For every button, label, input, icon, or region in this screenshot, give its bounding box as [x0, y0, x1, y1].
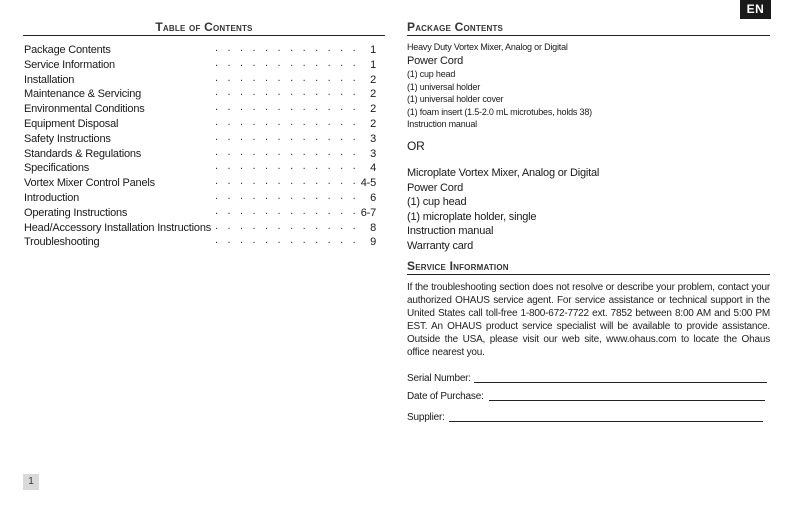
service-information-title: Service Information: [407, 259, 770, 275]
supplier-field: [407, 409, 770, 427]
list-item: Instruction manual: [407, 119, 477, 130]
toc-entry-page: 3: [370, 147, 376, 160]
toc-entry-label: Package Contents: [24, 44, 111, 56]
serial-number-line: [474, 382, 767, 383]
list-item: Heavy Duty Vortex Mixer, Analog or Digital: [407, 42, 568, 52]
toc-entry-label: Operating Instructions: [24, 206, 128, 219]
toc-leader-dots: . . . . . . . . . . . .: [215, 56, 359, 69]
record-fields: [407, 370, 770, 427]
list-item: (1) cup head: [407, 69, 456, 80]
toc-entry-page: 2: [370, 117, 376, 130]
table-of-contents: [23, 20, 385, 250]
toc-entry-label: Introduction: [24, 191, 80, 204]
toc-leader-dots: . . . . . . . . . . . .: [215, 160, 359, 173]
toc-entry-label: Standards & Regulations: [24, 147, 142, 160]
serial-number-label: Serial Number:: [407, 372, 471, 384]
toc-entry-page: 6-7: [360, 206, 376, 219]
toc-leader-dots: . . . . . . . . . . . .: [215, 204, 359, 217]
date-of-purchase-field: [407, 388, 770, 406]
language-badge: EN: [740, 0, 771, 19]
toc-entry-label: Installation: [24, 73, 75, 86]
toc-entry-page: 2: [370, 88, 376, 101]
toc-leader-dots: . . . . . . . . . . . .: [215, 86, 359, 99]
toc-entry-label: Equipment Disposal: [24, 117, 119, 130]
list-item: Instruction manual: [407, 225, 494, 238]
toc-leader-dots: . . . . . . . . . . . .: [215, 175, 359, 188]
toc-title: Table of Contents: [23, 20, 385, 36]
list-item: (1) foam insert (1.5-2.0 mL microtubes, holds 38): [407, 106, 592, 117]
toc-entry: [23, 235, 385, 250]
toc-entry-label: Vortex Mixer Control Panels: [24, 177, 155, 190]
list-item: Power Cord: [407, 181, 464, 194]
right-column: [407, 20, 770, 427]
service-information-paragraph: If the troubleshooting section does not resolve or describe your problem, contact your authorized OHAUS service agent. For service assistance or technical support in the United States call toll-free 1-800-672-7722 ext. 7852 between 8:00 AM and 5:00 PM EST. An OHAUS product service specialist will be available to provide assistance. Outside the USA, please visit our web site, www.ohaus.com to locate the Ohaus office nearest you.: [407, 282, 770, 358]
toc-entry-label: Specifications: [24, 162, 90, 175]
list-item: (1) microplate holder, single: [407, 210, 537, 223]
toc-entry-page: 6: [370, 191, 376, 204]
toc-leader-dots: . . . . . . . . . . . .: [215, 101, 359, 114]
toc-entry-page: 3: [370, 132, 376, 145]
date-of-purchase-label: Date of Purchase:: [407, 390, 484, 402]
list-item: (1) universal holder cover: [407, 94, 504, 105]
toc-entry-label: Environmental Conditions: [24, 103, 145, 116]
toc-entry-page: 4-5: [360, 177, 376, 190]
toc-entry-page: 4: [370, 162, 376, 175]
toc-entry-page: 9: [370, 236, 376, 249]
toc-leader-dots: . . . . . . . . . . . .: [215, 219, 359, 232]
toc-leader-dots: . . . . . . . . . . . .: [215, 234, 359, 247]
toc-entry-label: Safety Instructions: [24, 132, 111, 145]
toc-entry-label: Service Information: [24, 58, 115, 71]
or-separator: OR: [407, 139, 425, 154]
toc-leader-dots: . . . . . . . . . . . .: [215, 145, 359, 158]
toc-entry-page: 1: [370, 44, 376, 56]
toc-leader-dots: . . . . . . . . . . . .: [215, 115, 359, 128]
supplier-line: [449, 421, 763, 422]
serial-number-field: [407, 370, 770, 388]
list-item: Warranty card: [407, 239, 474, 252]
package-contents-list: [407, 41, 770, 253]
toc-leader-dots: . . . . . . . . . . . .: [215, 189, 359, 202]
toc-entry-label: Head/Accessory Installation Instructions: [24, 221, 212, 234]
toc-leader-dots: . . . . . . . . . . . .: [215, 130, 359, 143]
page-number: 1: [23, 474, 39, 490]
list-item: Power Cord: [407, 54, 464, 67]
toc-entry-label: Troubleshooting: [24, 236, 100, 249]
toc-list: [23, 43, 385, 250]
toc-entry-page: 2: [370, 103, 376, 116]
toc-entry-page: 2: [370, 73, 376, 86]
supplier-label: Supplier:: [407, 411, 445, 423]
toc-leader-dots: . . . . . . . . . . . .: [215, 71, 359, 84]
list-item: (1) cup head: [407, 196, 467, 209]
date-of-purchase-line: [489, 400, 765, 401]
package-contents-title: Package Contents: [407, 20, 770, 36]
toc-leader-dots: . . . . . . . . . . . .: [215, 42, 359, 54]
toc-entry-label: Maintenance & Servicing: [24, 88, 142, 101]
toc-entry-page: 1: [370, 58, 376, 71]
toc-entry-page: 8: [370, 221, 376, 234]
list-item: (1) universal holder: [407, 81, 481, 92]
list-item: Microplate Vortex Mixer, Analog or Digital: [407, 167, 600, 180]
